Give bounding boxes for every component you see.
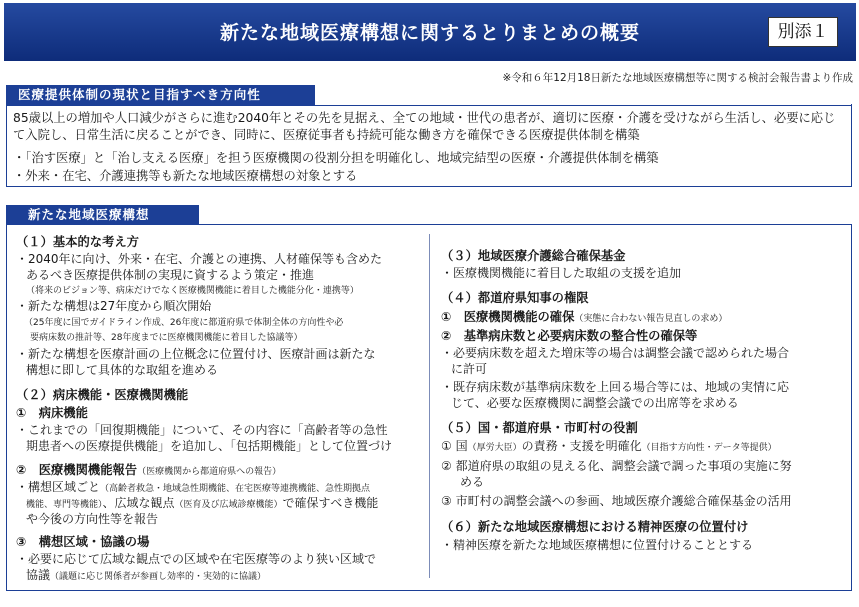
list-item: ・新たな構想は27年度から順次開始 [16,299,212,313]
subheading-label: ② 医療機関機能報告 [16,463,138,477]
note-text: （高齢者救急・地域急性期機能、在宅医療等連携機能、急性期拠点 [100,484,371,494]
section1-bullet: ・「治す医療」と「治し支える医療」を担う医療機関の役割分担を明確化し、地域完結型の医療・介護提供体制を構築 [13,151,659,165]
subheading-area-council: ③ 構想区域・協議の場 [16,535,150,549]
text-part: の責務・支援を明確化 [521,439,642,453]
subheading-bed-consistency: ② 基準病床数と必要病床数の整合性の確保等 [441,329,698,343]
column-divider [429,234,430,578]
heading-fund: （３）地域医療介護総合確保基金 [441,249,626,263]
note-text: （医療機関から都道府県への報告） [137,467,282,477]
subheading-facility-function [441,307,727,325]
list-item: ・新たな構想を医療計画の上位概念に位置付け、医療計画は新たな [16,347,376,361]
note-text: （25年度に国でガイドライン作成、26年度に都道府県で体制全体の方向性や必 [24,318,344,328]
list-item: ・これまでの「回復期機能」について、その内容に「高齢者等の急性 [16,423,388,437]
list-item [441,437,777,454]
note-text: （実態に合わない報告見直しの求め） [574,314,728,324]
list-item: 構想に即して具体的な取組を進める [26,363,219,377]
heading-governor-authority: （４）都道府県知事の権限 [441,291,589,305]
list-item: める [460,475,485,489]
section1-heading: 医療提供体制の現状と目指すべき方向性 [6,85,315,105]
heading-basic-concept: （１）基本的な考え方 [16,235,139,249]
subheading-label: ① 医療機関機能の確保 [441,310,575,324]
subheading-facility-report [16,460,281,478]
heading-psychiatric: （６）新たな地域医療構想における精神医療の位置付け [441,520,749,534]
text-part: 、広域な観点 [102,496,175,510]
list-item: ・精神医療を新たな地域医療構想に位置付けることとする [441,538,754,552]
list-item: ・必要病床数を超えた増床等の場合は調整会議で認められた場合 [441,346,790,360]
text-part: ・構想区域ごと [16,480,101,494]
text-part: で確保すべき機能 [282,496,379,510]
list-item: ② 都道府県の取組の見える化、調整会議で調った事項の実施に努 [441,459,792,473]
text-part: 協議 [26,568,51,582]
list-item: ③ 市町村の調整会議への参画、地域医療介護総合確保基金の活用 [441,494,792,508]
note-text: （目指す方向性・データ等提供） [641,443,777,453]
section1-bullet: ・外来・在宅、介護連携等も新たな地域医療構想の対象とする [13,169,358,183]
note-text: 機能、専門等機能） [26,500,103,510]
heading-bed-functions: （２）病床機能・医療機関機能 [16,388,189,402]
annex-badge: 別添１ [768,17,838,47]
list-item: や今後の方向性等を報告 [26,512,159,526]
list-item: に許可 [451,362,488,376]
list-item: あるべき医療提供体制の実現に資するよう策定・推進 [26,268,315,282]
list-item: ・医療機関機能に着目した取組の支援を追加 [441,266,682,280]
page-title: 新たな地域医療構想に関するとりまとめの概要 [219,22,640,44]
list-item: じて、必要な医療機関に調整会議での出席等を求める [451,396,739,410]
section2-heading: 新たな地域医療構想 [6,205,199,225]
list-item [26,566,266,583]
list-item [26,494,378,511]
subheading-bed-function: ① 病床機能 [16,406,88,420]
note-text: （厚労大臣） [467,443,522,453]
title-bar [4,3,856,61]
note-text: （議題に応じ関係者が参画し効率的・実効的に協議） [50,572,267,582]
list-item [16,478,370,495]
note-text: （将来のビジョン等、病床だけでなく医療機関機能に着目した機能分化・連携等） [26,286,359,296]
note-text: （医育及び広域診療機能） [174,500,283,510]
heading-roles: （５）国・都道府県・市町村の役割 [441,421,638,435]
section1-intro: 85歳以上の増加や人口減少がさらに進む2040年とその先を見据え、全ての地域・世代の患者が、適切に医療・介護を受けながら生活し、必要に応じて入院し、日常生活に戻ることができ、同時に、医療従事者も持続可能な働き方を確保できる医療提供体制を構築 [13,111,836,142]
source-note: ※令和６年12月18日新たな地域医療構想等に関する検討会報告書より作成 [502,72,853,84]
list-item: ・既存病床数が基準病床数を上回る場合等には、地域の実情に応 [441,380,790,394]
list-item: 期患者への医療提供機能」を追加し、「包括期機能」として位置づけ [26,439,393,453]
section1-divider [6,105,852,106]
list-item: ・必要に応じて広域な観点での区域や在宅医療等のより狭い区域で [16,552,377,566]
text-part: ① 国 [441,439,468,453]
list-item: ・2040年に向け、外来・在宅、介護との連携、人材確保等も含めた [16,252,383,266]
note-text: 要病床数の推計等、28年度までに医療機関機能に着目した協議等） [30,333,303,343]
